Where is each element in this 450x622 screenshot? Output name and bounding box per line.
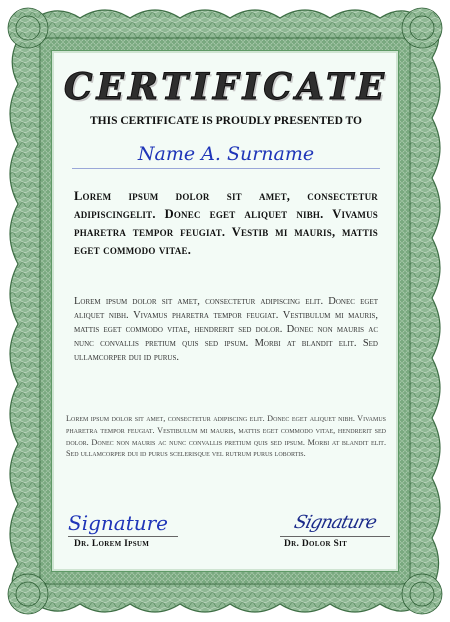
lead-paragraph: Lorem ipsum dolor sit amet, consectetur adipiscingelit. Donec eget aliquet nibh. Vivamus pharetra tempor feugiat. Vestib mi mauris, mattis eget commodo vitae. (74, 189, 378, 257)
signature-line-right (280, 536, 390, 537)
signature-block-left (68, 511, 218, 549)
recipient-name: Name A. Surname (137, 143, 315, 165)
fine-print-paragraph: Lorem ipsum dolor sit amet, consectetur adipiscing elit. Donec eget aliquet nibh. Vivamus pharetra tempor feugiat. Vestibulum mi mauris, mattis eget commodo vitae, hendrerit sed dolor. Donec non mauris ac nunc convallis pretium quis sed ipsum. Morbi at blandit elit. Sed ullamcorper dui id purus scelerisque vel rutrum purus lobortis. (66, 414, 386, 459)
certificate-title: CERTIFICATE (63, 66, 389, 108)
signature-script-right: Signature (291, 512, 379, 533)
signatory-name-left: Dr. Lorem Ipsum (74, 539, 150, 549)
name-underline (72, 168, 380, 169)
certificate-panel (51, 50, 399, 572)
signature-line-left (68, 536, 178, 537)
signature-block-right (260, 511, 410, 549)
presented-to-line: THIS CERTIFICATE IS PROUDLY PRESENTED TO (90, 115, 362, 127)
body-paragraph: Lorem ipsum dolor sit amet, consectetur adipiscing elit. Donec eget aliquet nibh. Vivamus pharetra tempor feugiat. Vestibulum mi mauris, mattis eget commodo vitae, hendrerit sed dolor. Donec non mauris ac nunc convallis pretium quis sed ipsum. Morbi at blandit elit. Sed ullamcorper dui id purus. (74, 296, 378, 363)
title-block (52, 67, 400, 107)
signature-script-left: Signature (68, 511, 169, 535)
signatory-name-right: Dr. Dolor Sit (284, 539, 348, 549)
